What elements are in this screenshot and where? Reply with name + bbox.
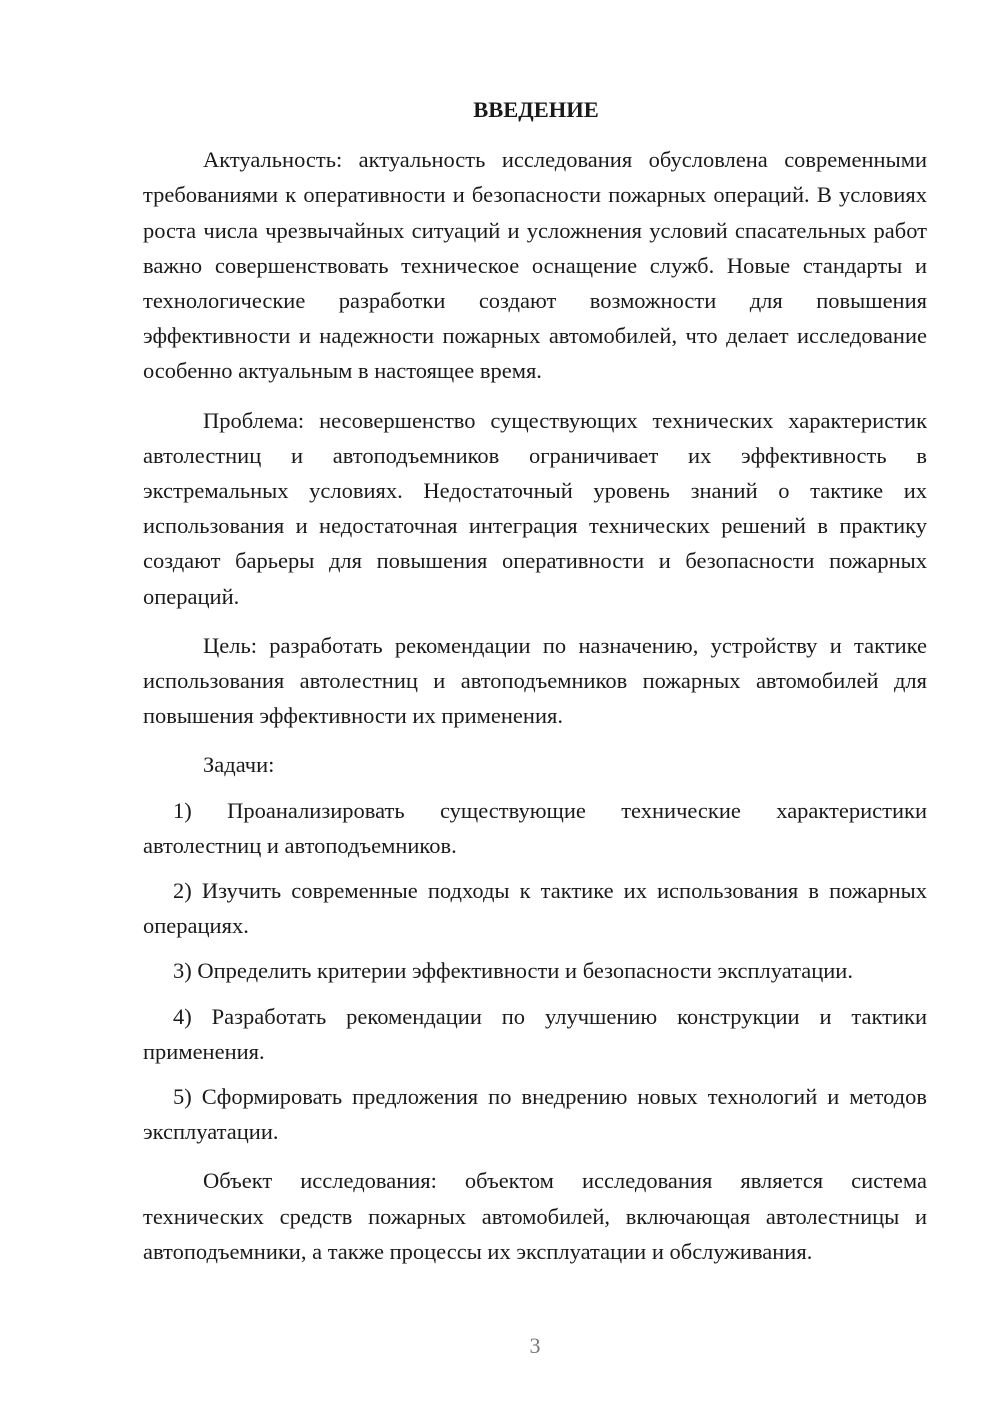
task-item: 4) Разработать рекомендации по улучшению конструкции и тактики применения. [143,1003,927,1064]
paragraph-problem: Проблема: несовершенство существующих технических характеристик автолестниц и автоподъемников ограничивает их эффективность в экстремальных условиях. Недостаточный уровень знаний о тактике их использования и недостаточная интеграция технических решений в практику создают барьеры для повышения оперативности и безопасности пожарных операций. [143,407,927,609]
task-item: 5) Сформировать предложения по внедрению новых технологий и методов эксплуатации. [143,1084,927,1145]
paragraph-object: Объект исследования: объектом исследования является система технических средств пожарных автомобилей, включающая автолестницы и автоподъемники, а также процессы их эксплуатации и обслуживания. [143,1168,927,1264]
paragraph-relevance: Актуальность: актуальность исследования обусловлена современными требованиями к оперативности и безопасности пожарных операций. В условиях роста числа чрезвычайных ситуаций и усложнения условий спасательных работ важно совершенствовать техническое оснащение служб. Новые стандарты и технологические разработки создают возможности для повышения эффективности и надежности пожарных автомобилей, что делает исследование особенно актуальным в настоящее время. [143,147,927,384]
task-item: 3) Определить критерии эффективности и безопасности эксплуатации. [173,958,853,984]
task-item: 1) Проанализировать существующие технические характеристики автолестниц и автоподъемников. [143,797,927,858]
page-content [143,92,927,1283]
page-number: 3 [529,1333,541,1358]
task-item: 2) Изучить современные подходы к тактике их использования в пожарных операциях. [143,878,927,939]
paragraph-goal: Цель: разработать рекомендации по назначению, устройству и тактике использования автолестниц и автоподъемников пожарных автомобилей для повышения эффективности их применения. [143,632,927,729]
page-title: ВВЕДЕНИЕ [473,97,599,122]
tasks-heading: Задачи: [203,752,275,778]
